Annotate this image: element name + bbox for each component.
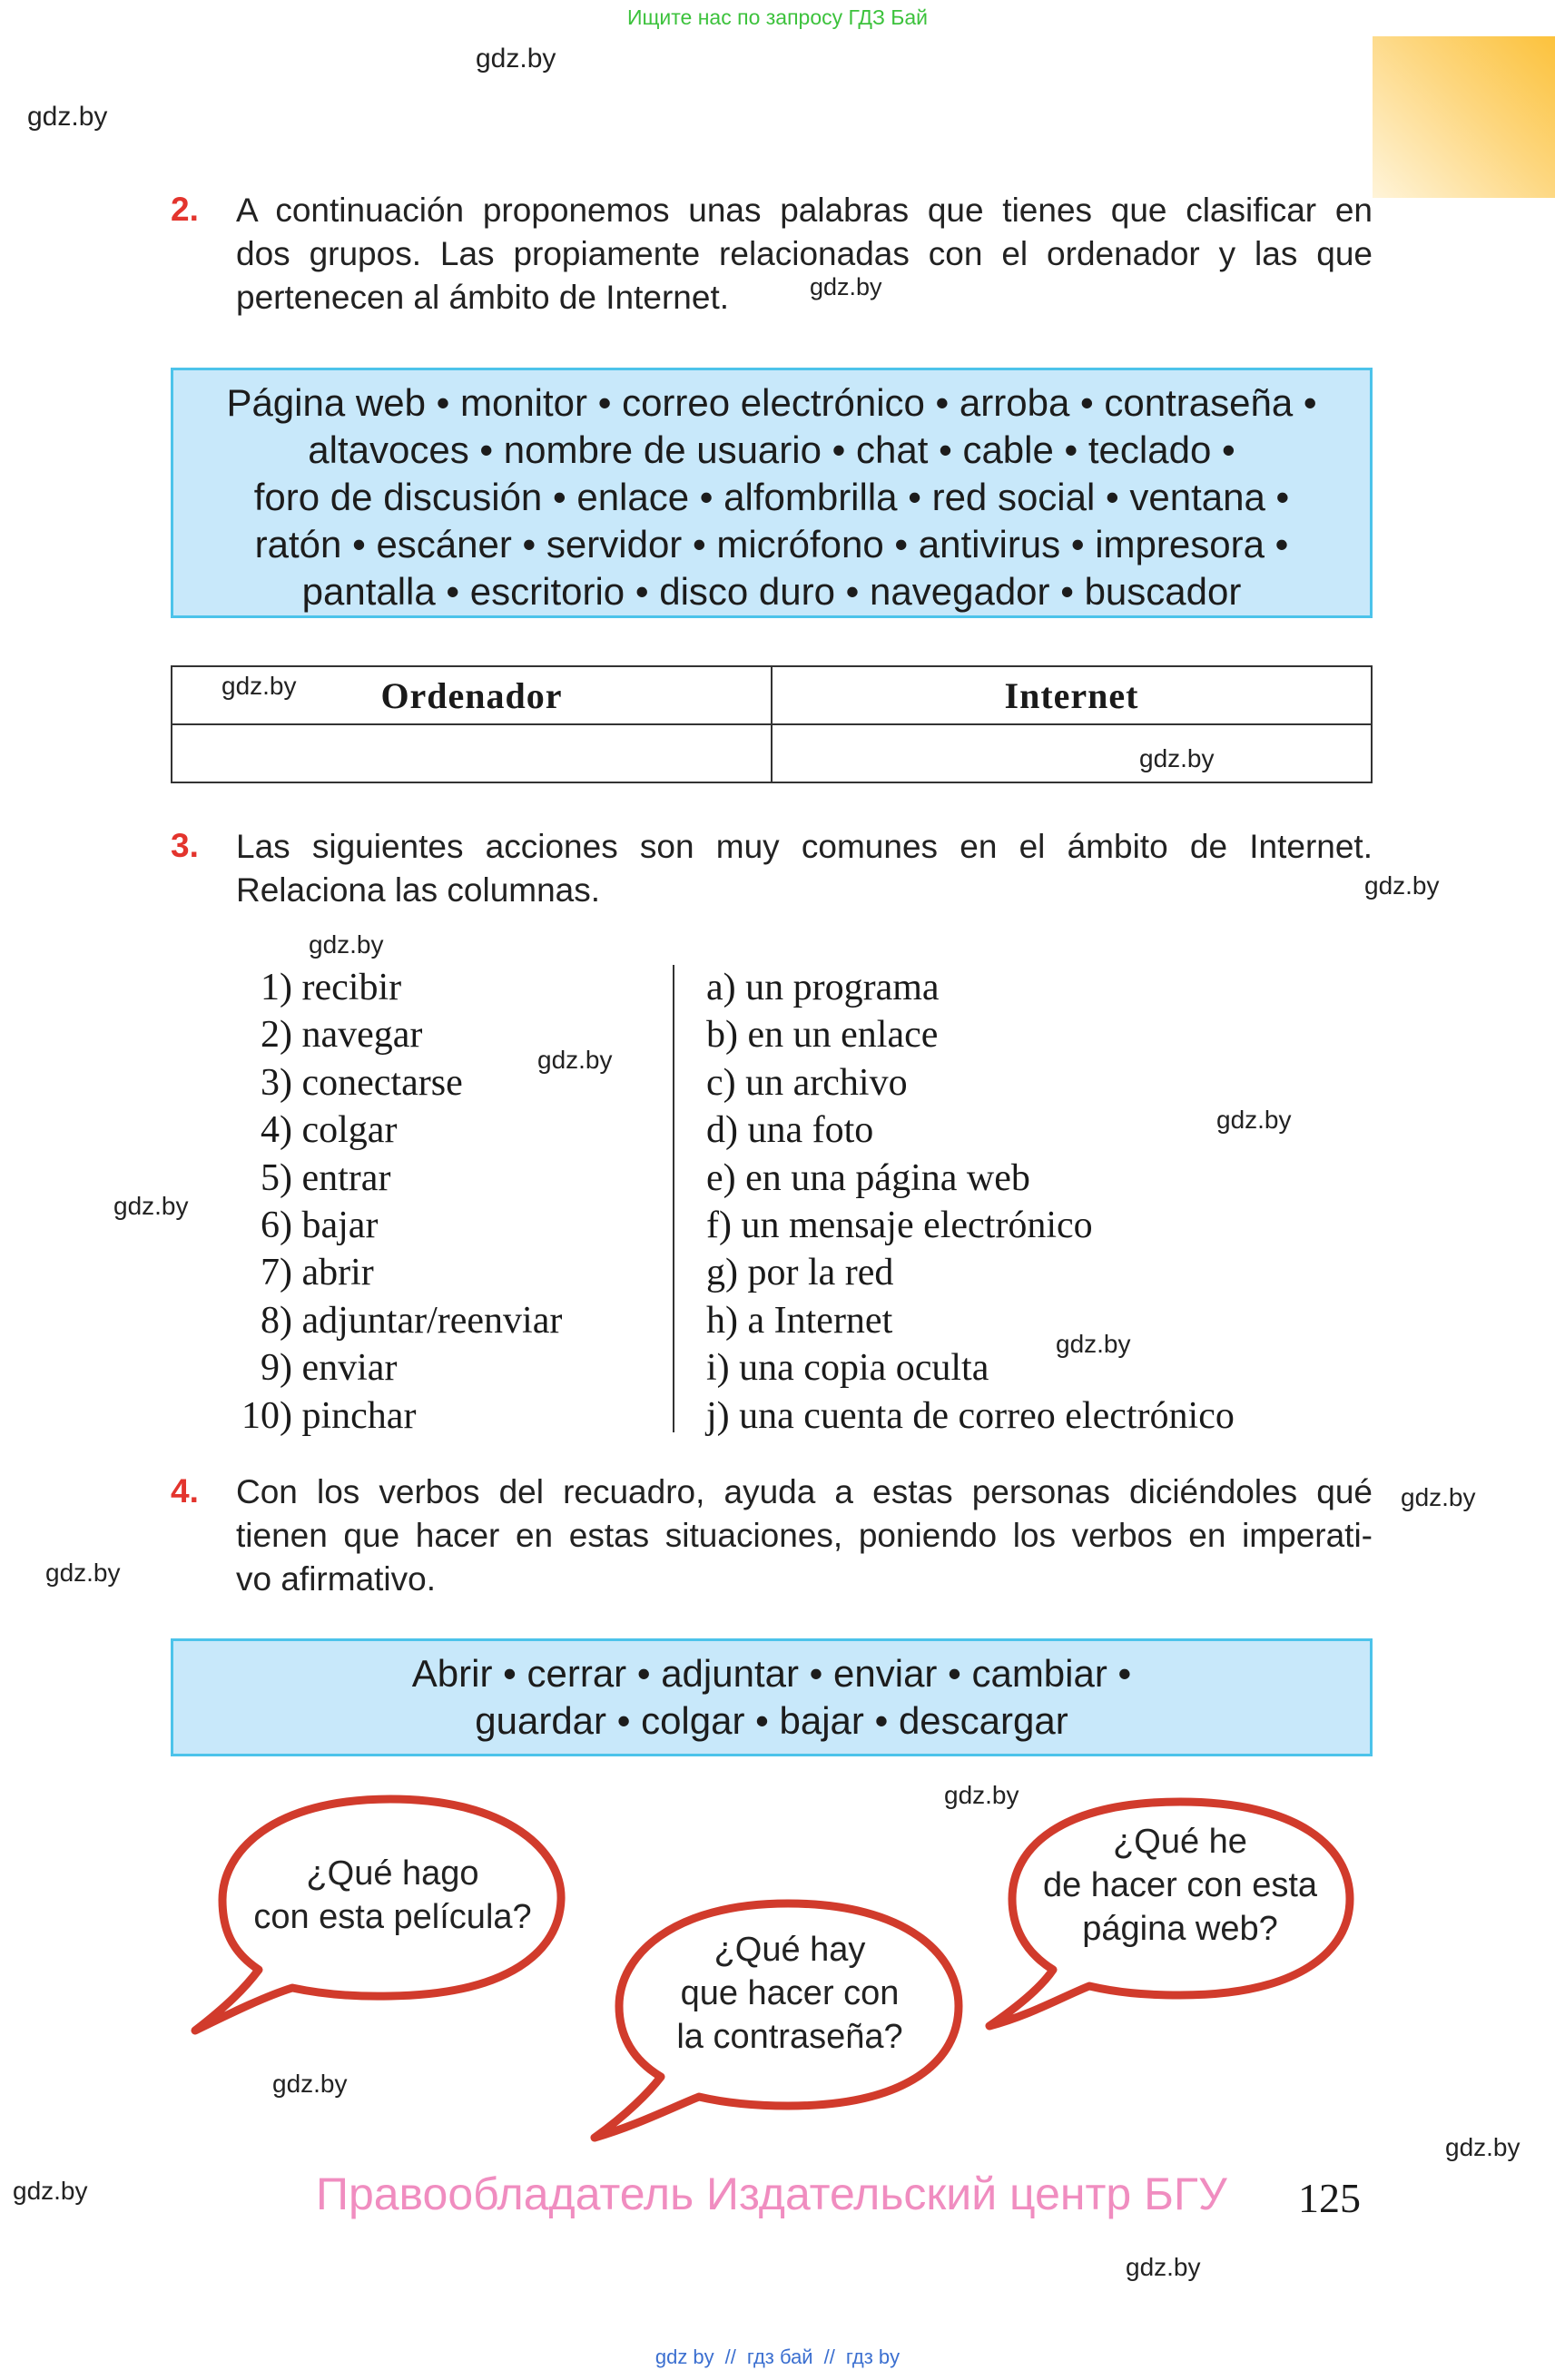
list-item: j) una cuenta de correo electrónico — [706, 1394, 1235, 1437]
list-item: 4) colgar — [261, 1109, 398, 1152]
task-2-line: A continuación proponemos unas palabras que tienes que clasificar en — [236, 192, 1373, 229]
list-item: 1) recibir — [261, 967, 402, 1008]
footer-link[interactable]: гдз бай — [746, 2346, 813, 2368]
list-item: 6) bajar — [261, 1204, 379, 1246]
watermark: gdz.by — [1216, 1106, 1292, 1134]
list-item: 7) abrir — [261, 1252, 374, 1294]
list-item: 10) pinchar — [241, 1394, 417, 1437]
list-item: a) un programa — [706, 967, 940, 1008]
table-header-internet: Internet — [772, 666, 1372, 724]
list-item: b) en un enlace — [706, 1014, 939, 1057]
watermark: gdz.by — [27, 102, 108, 132]
watermark: gdz.by — [537, 1046, 613, 1074]
watermark: gdz.by — [309, 930, 384, 959]
list-item: f) un mensaje electrónico — [706, 1204, 1093, 1246]
verb-row: Abrir • cerrar • adjuntar • enviar • cambiar • — [411, 1652, 1132, 1695]
watermark: gdz.by — [13, 2177, 88, 2205]
watermark: gdz.by — [1401, 1483, 1476, 1511]
separator: // — [823, 2346, 835, 2368]
watermark: gdz.by — [1056, 1330, 1131, 1358]
list-item: 5) entrar — [261, 1156, 391, 1199]
copyright-footer: Правообладатель Издательский центр БГУ — [316, 2169, 1227, 2219]
task-4-line: Con los verbos del recuadro, ayuda a estas personas diciéndoles qué — [236, 1473, 1373, 1510]
task-3-number: 3. — [171, 827, 199, 864]
word-row: ratón • escáner • servidor • micrófono • antivirus • impresora • — [254, 523, 1289, 565]
list-item: 8) adjuntar/reenviar — [261, 1299, 563, 1342]
watermark: gdz.by — [1364, 871, 1440, 900]
task-2-number: 2. — [171, 191, 199, 228]
watermark: gdz.by — [810, 273, 882, 300]
top-note: Ищите нас по запросу ГДЗ Бай — [626, 5, 929, 29]
word-row: altavoces • nombre de usuario • chat • cable • teclado • — [308, 428, 1235, 471]
word-row: Página web • monitor • correo electrónico • arroba • contraseña • — [226, 381, 1317, 424]
table-header-ordenador: Ordenador — [172, 666, 772, 724]
list-item: c) un archivo — [706, 1061, 908, 1104]
list-item: 2) navegar — [261, 1014, 423, 1057]
word-row: pantalla • escritorio • disco duro • navegador • buscador — [301, 570, 1242, 613]
watermark: gdz.by — [1445, 2133, 1521, 2161]
watermark: gdz.by — [1126, 2253, 1201, 2281]
page-number: 125 — [1298, 2175, 1361, 2221]
task-3-line: Relaciona las columnas. — [236, 871, 601, 909]
watermark: gdz.by — [113, 1192, 189, 1220]
watermark: gdz.by — [221, 672, 297, 700]
footer-link[interactable]: gdz by — [654, 2346, 714, 2368]
task-4-number: 4. — [171, 1472, 199, 1510]
watermark: gdz.by — [944, 1781, 1019, 1809]
list-item: h) a Internet — [706, 1299, 893, 1342]
list-item: e) en una página web — [706, 1156, 1030, 1199]
task-3-line: Las siguientes acciones son muy comunes en el ámbito de Internet. — [236, 828, 1373, 865]
word-row: foro de discusión • enlace • alfombrilla • red social • ventana • — [253, 476, 1290, 518]
bubble-1-text: ¿Qué hago con esta película? — [253, 1854, 532, 1936]
watermark: gdz.by — [476, 44, 556, 74]
list-item: 9) enviar — [261, 1347, 398, 1390]
task-2-line: pertenecen al ámbito de Internet. — [236, 279, 730, 316]
bottom-links — [0, 2346, 1555, 2369]
task-4-line: vo afirmativo. — [236, 1560, 437, 1598]
separator: // — [724, 2346, 736, 2368]
list-item: i) una copia oculta — [706, 1347, 989, 1390]
watermark: gdz.by — [272, 2070, 348, 2098]
task-4-line: tienen que hacer en estas situaciones, poniendo los verbos en imperati- — [236, 1517, 1373, 1554]
watermark: gdz.by — [45, 1559, 121, 1587]
list-item: 3) conectarse — [261, 1061, 463, 1104]
bubble-3-text: ¿Qué he de hacer con esta página web? — [1042, 1823, 1318, 1948]
bubble-2-text: ¿Qué hay que hacer con la contraseña? — [676, 1931, 903, 2056]
watermark: gdz.by — [1139, 744, 1215, 772]
list-item: d) una foto — [706, 1109, 874, 1152]
task-2-line: dos grupos. Las propiamente relacionadas con el ordenador y las que — [236, 235, 1373, 272]
verb-row: guardar • colgar • bajar • descargar — [475, 1699, 1068, 1742]
footer-link[interactable]: гдз by — [845, 2346, 901, 2368]
list-item: g) por la red — [706, 1252, 894, 1294]
